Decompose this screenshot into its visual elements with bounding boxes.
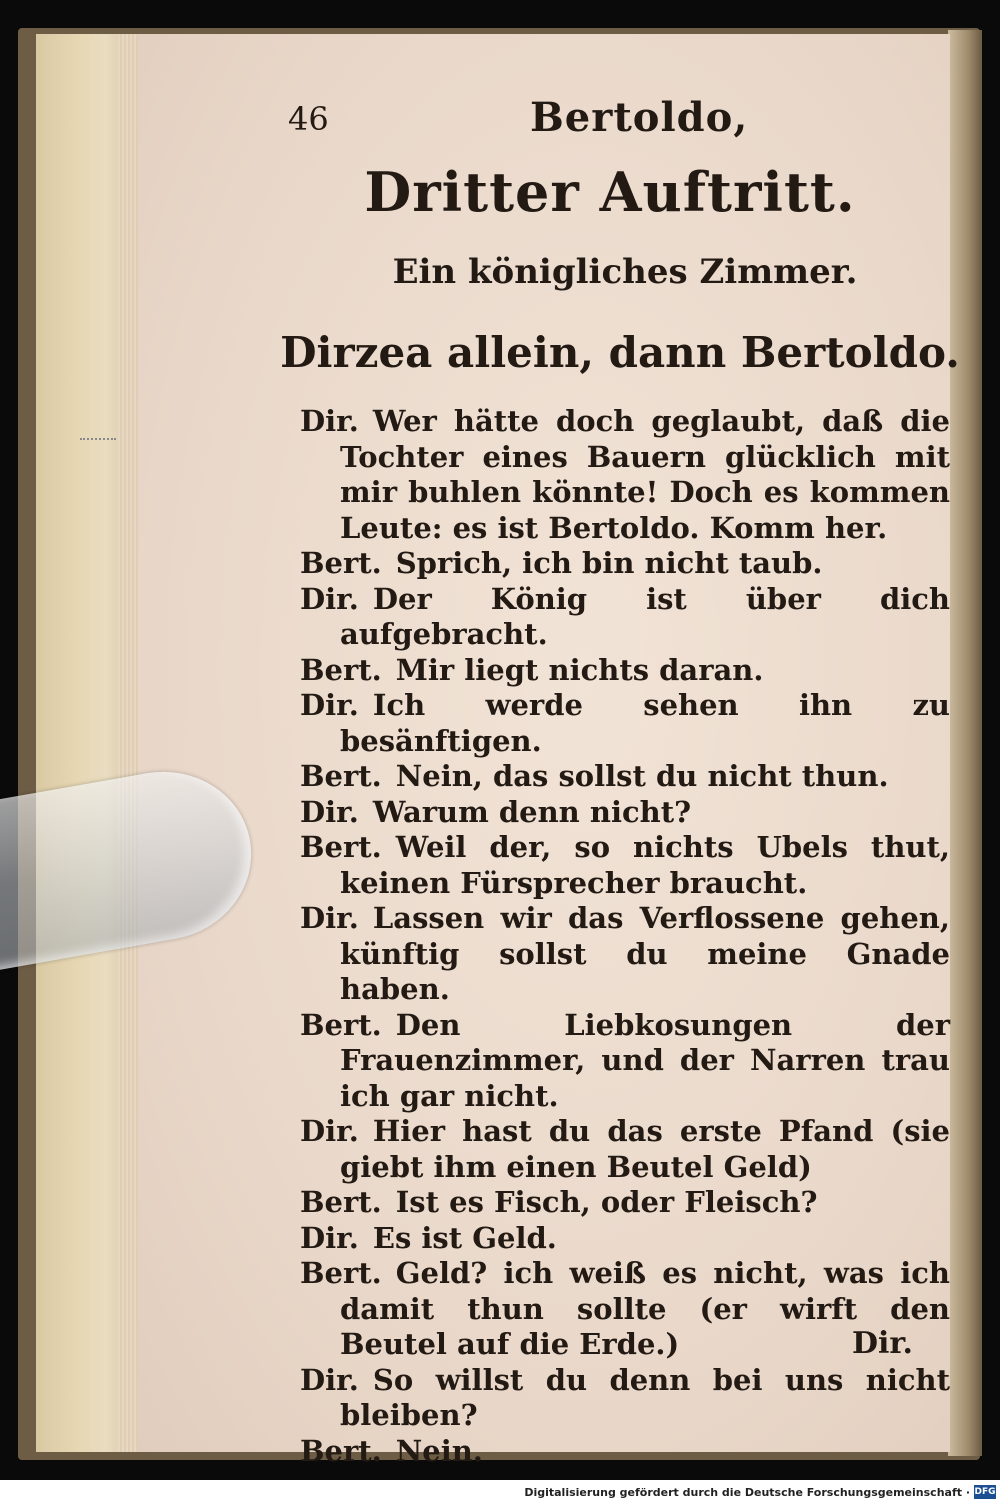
speaker-label: Bert. — [300, 1007, 382, 1042]
speech-line — [300, 1114, 950, 1185]
speech-text: Lassen wir das Verflossene gehen, künftig sollst du meine Gnade haben. — [340, 901, 950, 1006]
speech-line — [300, 1008, 950, 1115]
dfg-logo-icon: DFG — [974, 1487, 996, 1497]
speech-text: Nein. — [395, 1433, 483, 1468]
speaker-label: Bert. — [300, 652, 382, 687]
speech-text: Weil der, so nichts Ubels thut, keinen Fürsprecher braucht. — [340, 830, 950, 900]
speaker-label: Bert. — [300, 1433, 382, 1468]
speaker-label: Bert. — [300, 546, 382, 580]
speech-text: Warum denn nicht? — [372, 794, 692, 829]
speech-line — [300, 901, 950, 1008]
scene-characters: Dirzea allein, dann Bertoldo. — [280, 328, 960, 377]
speaker-label: Bert. — [300, 759, 382, 793]
speech-text: Wer hätte doch geglaubt, daß die Tochter eines Bauern glücklich mit mir buhlen könnte! Doch es kommen Leute: es ist Bertoldo. Komm her. — [340, 404, 950, 545]
page-edges — [118, 34, 140, 1452]
speech-line — [300, 1185, 950, 1221]
speech-text: So willst du denn bei uns nicht bleiben? — [340, 1362, 950, 1432]
speech-text: Sprich, ich bin nicht taub. — [395, 546, 823, 580]
page-number: 46 — [288, 100, 329, 138]
speaker-label: Dir. — [300, 1220, 359, 1255]
speaker-label: Dir. — [300, 404, 359, 438]
speaker-label: Dir. — [300, 581, 359, 616]
digitization-footer — [0, 1480, 1000, 1506]
speech-line — [300, 688, 950, 759]
speaker-label: Bert. — [300, 1185, 382, 1219]
dialogue-block — [300, 404, 950, 1469]
speech-line — [300, 404, 950, 546]
speech-text: Den Liebkosungen der Frauenzimmer, und der Narren trau ich gar nicht. — [340, 1007, 950, 1113]
speech-line — [300, 759, 950, 795]
speech-line — [300, 546, 950, 582]
speaker-label: Dir. — [300, 1362, 359, 1397]
speech-line — [300, 1434, 950, 1470]
speech-line — [300, 1221, 950, 1257]
speaker-label: Dir. — [300, 901, 359, 935]
speech-line — [300, 1363, 950, 1434]
speech-text: Ist es Fisch, oder Fleisch? — [395, 1185, 818, 1219]
speech-text: Nein, das sollst du nicht thun. — [395, 759, 889, 793]
catchword: Dir. — [852, 1326, 913, 1361]
speech-text: Geld? ich weiß es nicht, was ich damit thun sollte (er wirft den Beutel auf die Erde.) — [340, 1256, 950, 1361]
speech-text: Es ist Geld. — [372, 1220, 557, 1255]
speech-text: Hier hast du das erste Pfand (sie giebt ihm einen Beutel Geld) — [340, 1114, 950, 1184]
speaker-label: Dir. — [300, 688, 359, 722]
scene-setting: Ein königliches Zimmer. — [392, 252, 858, 292]
speaker-label: Dir. — [300, 1114, 359, 1148]
speech-text: Der König ist über dich aufgebracht. — [340, 581, 950, 651]
speech-line — [300, 830, 950, 901]
speech-line — [300, 795, 950, 831]
speaker-label: Dir. — [300, 794, 359, 829]
footer-credit: Digitalisierung gefördert durch die Deutsche Forschungsgemeinschaft · — [524, 1486, 970, 1499]
margin-mark — [80, 438, 116, 442]
speech-line — [300, 582, 950, 653]
speech-line — [300, 653, 950, 689]
speech-text: Ich werde sehen ihn zu besänftigen. — [340, 688, 950, 758]
book-cover-right — [948, 30, 982, 1456]
running-head: Bertoldo, — [530, 94, 749, 141]
speaker-label: Bert. — [300, 830, 382, 864]
scene-title: Dritter Auftritt. — [364, 160, 856, 224]
speaker-label: Bert. — [300, 1256, 382, 1290]
speech-text: Mir liegt nichts daran. — [395, 652, 764, 687]
